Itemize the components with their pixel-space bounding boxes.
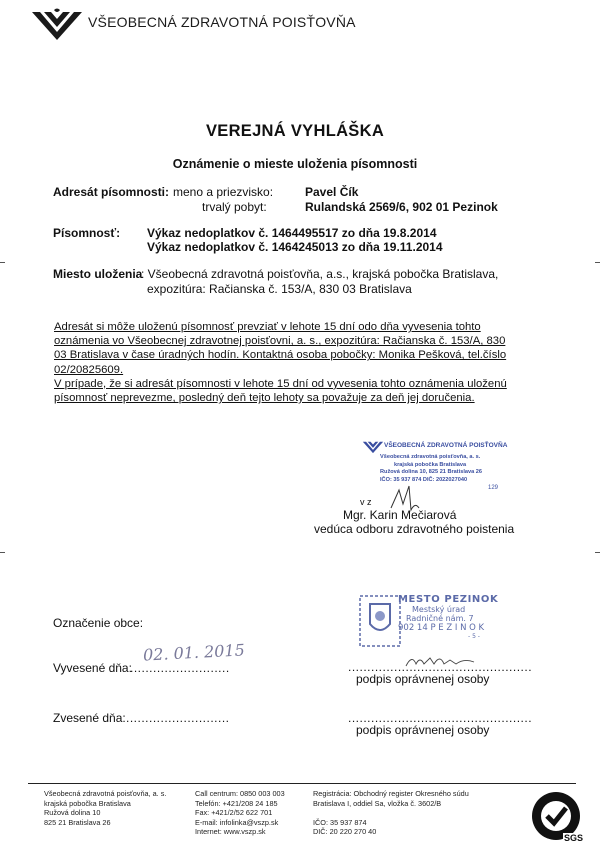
city-stamp-line: Radničné nám. 7 [406,614,474,623]
edge-mark [0,262,5,263]
footer-col-registration [313,789,469,837]
vzp-logo [30,8,84,42]
storage-line: expozitúra: Račianska č. 153/A, 830 03 Bratislava [147,282,412,296]
city-stamp-line: MESTO PEZINOK [398,594,499,605]
footer-line: Fax: +421/2/52 622 701 [195,808,273,818]
footer-line: Internet: www.vszp.sk [195,827,266,837]
notice-line: 02/20825609. [54,363,124,376]
sign-dots-2: ................................................ [348,711,533,725]
footer-divider [28,783,576,784]
footer-line: IČO: 35 937 874 [313,817,367,827]
city-stamp [358,592,514,654]
certification-seal [527,790,585,846]
vzp-stamp-line: IČO: 35 937 874 DIČ: 2022027040 [380,476,468,483]
city-stamp-line: - 5 - [468,633,480,640]
vzp-stamp-logo-icon [362,440,384,454]
footer-line: E-mail: infolinka@vszp.sk [195,817,279,827]
vzp-stamp-title: VŠEOBECNÁ ZDRAVOTNÁ POISŤOVŇA [384,442,508,449]
addressee-label: Adresát písomnosti: [53,185,170,199]
city-crest-icon [358,594,402,648]
notice-line: Adresát si môže uloženú písomnosť prevziať v lehote 15 dní odo dňa vyvesenia tohto [54,321,481,333]
notice-line: oznámenia vo Všeobecnej zdravotnej poisťovni, a. s., expozitúra: Račianska č. 153/A, 830 [54,335,506,348]
posted-label: Vyvesené dňa: [53,661,132,675]
notice-text [54,320,554,405]
vzp-stamp-number: 129 [488,485,499,491]
footer-line: 825 21 Bratislava 26 [44,817,111,827]
notice-line: V prípade, že si adresát písomnosti v lehote 15 dní od vyvesenia tohto oznámenia uloženú [54,377,507,390]
storage-line: : Všeobecná zdravotná poisťovňa, a.s., krajská pobočka Bratislava, [141,267,499,281]
certification-label: SGS [564,833,584,843]
footer-line: Call centrum: 0850 003 003 [195,789,285,798]
storage-label: Miesto uloženia [53,267,143,281]
edge-mark [595,262,600,263]
removed-dots: ........................... [126,711,230,725]
city-stamp-line: Mestský úrad [412,605,466,614]
document-line: Výkaz nedoplatkov č. 1464495517 zo dňa 19.8.2014 [147,226,437,240]
sign-dots: ................................................ [348,660,533,674]
city-stamp-line: 902 14 P E Z I N O K [398,623,485,633]
addressee-residence-value: Rulandská 2569/6, 902 01 Pezinok [305,200,498,214]
footer-line: Bratislava I, oddiel Sa, vložka č. 3602/B [313,798,442,808]
addressee-name-value: Pavel Čík [305,185,359,199]
footer-line: krajská pobočka Bratislava [44,798,131,808]
edge-mark [0,552,5,553]
signatory-initials: v z [360,497,372,507]
document-label: Písomnosť: [53,226,121,240]
notice-line: písomnosť neprevezme, posledný deň tejto lehoty sa považuje za deň jej doručenia. [54,392,475,405]
addressee-residence-label: trvalý pobyt: [202,200,267,214]
city-signature-scribble [404,652,476,670]
page-title: VEREJNÁ VYHLÁŠKA [205,122,385,140]
sign-label: podpis oprávnenej osoby [356,672,490,686]
vzp-stamp-line: krajská pobočka Bratislava [394,461,467,468]
document-line: Výkaz nedoplatkov č. 1464245013 zo dňa 19.11.2014 [147,240,443,254]
footer-line: Telefón: +421/208 24 185 [195,798,278,808]
footer-line: Všeobecná zdravotná poisťovňa, a. s. [44,789,167,798]
signatory-name: Mgr. Karin Mečiarová [343,508,457,522]
posted-dots: .......................... [130,661,230,675]
footer-col-address [44,789,166,827]
sign-label-2: podpis oprávnenej osoby [356,723,490,737]
municipality-label: Označenie obce: [53,616,144,630]
posted-date-handwritten: 02. 01. 2015 [142,640,246,665]
vzp-logo-icon [30,8,84,42]
footer-line: Ružová dolina 10 [44,808,101,818]
signatory-role: vedúca odboru zdravotného poistenia [314,522,515,536]
notice-line: 03 Bratislava v čase úradných hodín. Kontaktná osoba pobočky: Monika Pešková, tel.číslo [54,349,507,362]
page-subtitle: Oznámenie o mieste uloženia písomnosti [172,157,418,171]
footer-line [313,808,469,818]
footer-col-contact [195,789,285,837]
vzp-stamp-line: Všeobecná zdravotná poisťovňa, a. s. [380,454,481,460]
edge-mark [595,552,600,553]
addressee-name-label: meno a priezvisko: [173,185,274,199]
removed-label: Zvesené dňa: [53,711,126,725]
vzp-stamp-line: Ružová dolina 10, 825 21 Bratislava 26 [380,469,482,476]
footer-line: DIČ: 20 220 270 40 [313,827,377,837]
footer-line: Registrácia: Obchodný register Okresného súdu [313,789,469,798]
org-name: VŠEOBECNÁ ZDRAVOTNÁ POISŤOVŇA [88,14,356,30]
